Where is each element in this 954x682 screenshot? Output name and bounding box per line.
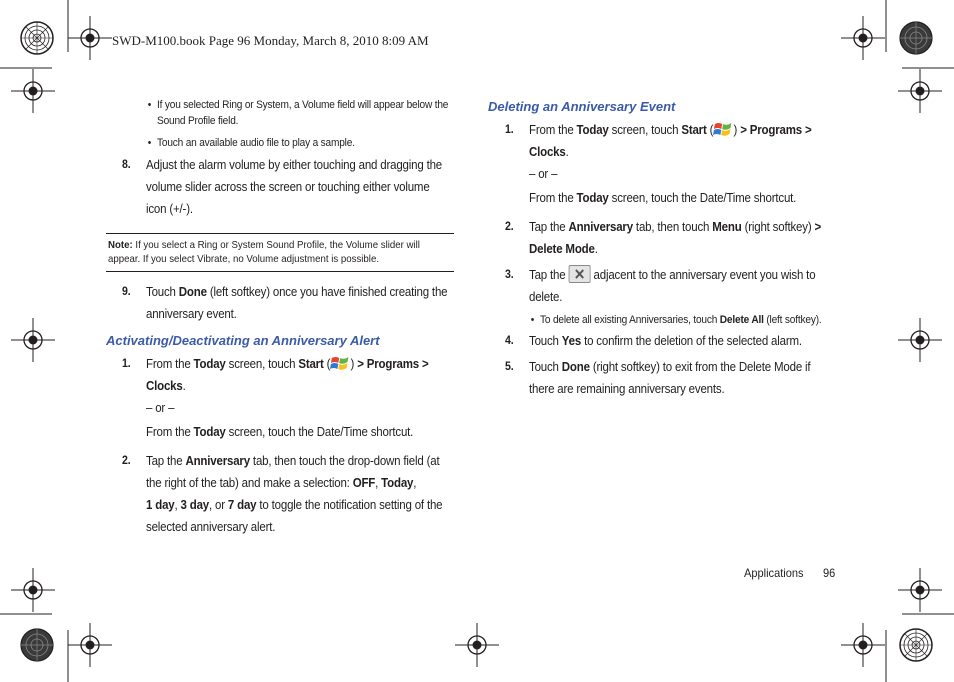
step-number: 2. [122, 455, 131, 467]
step-text: Touch Done (right softkey) to exit from the Delete Mode if there are remaining anniversary events. [529, 360, 811, 396]
note-rule-bottom [106, 271, 454, 272]
bullet-item: • To delete all existing Anniversaries, touch Delete All (left softkey). [540, 312, 853, 328]
step-number: 5. [505, 361, 514, 373]
step-text: Touch Done (left softkey) once you have finished creating the anniversary event. [146, 285, 448, 321]
step-text: Tap the Anniversary tab, then touch the drop-down field (at the right of the tab) and make a selection: OFF, Today, 1 day, 3 day, or 7 day to toggle the notification setting of the selected anniversary alert. [146, 454, 443, 534]
step-text: From the Today screen, touch the Date/Time shortcut. [529, 191, 797, 205]
step-number: 1. [505, 124, 514, 136]
step-text: Touch Yes to confirm the deletion of the selected alarm. [529, 334, 802, 348]
note-text: If you select a Ring or System Sound Profile, the Volume slider will appear. If you select Vibrate, no Volume adjustment is possible. [108, 239, 420, 265]
or-separator: – or – [529, 167, 558, 181]
print-header: SWD-M100.book Page 96 Monday, March 8, 2010 8:09 AM [112, 33, 429, 48]
note-label: Note: [108, 239, 133, 251]
page-number: 96 [823, 566, 836, 580]
bullet-item: • If you selected Ring or System, a Volume field will appear below the Sound Profile field. [157, 97, 461, 129]
step-number: 4. [505, 335, 514, 347]
or-separator: – or – [146, 401, 175, 415]
section-heading: Activating/Deactivating an Anniversary Alert [106, 333, 380, 348]
step-number: 3. [505, 269, 514, 281]
step-number: 2. [505, 221, 514, 233]
step-text: From the Today screen, touch Start ( ) > Programs > Clocks. [146, 353, 451, 397]
windows-start-icon [713, 120, 733, 138]
step-text: Adjust the alarm volume by either touching and dragging the volume slider across the screen or touching either volume icon (+/-). [146, 158, 443, 216]
step-number: 9. [122, 286, 131, 298]
windows-start-icon [330, 354, 350, 372]
footer-section: Applications [744, 566, 804, 580]
note-rule-top [106, 233, 454, 234]
step-text: From the Today screen, touch the Date/Time shortcut. [146, 425, 414, 439]
note-box [108, 238, 439, 266]
step-number: 1. [122, 358, 131, 370]
step-text: From the Today screen, touch Start ( ) > Programs > Clocks. [529, 119, 834, 163]
step-text: Tap the adjacent to the anniversary event you wish to delete. [529, 264, 838, 308]
bullet-item: • Touch an available audio file to play a sample. [157, 135, 461, 151]
step-number: 8. [122, 159, 131, 171]
step-text: Tap the Anniversary tab, then touch Menu (right softkey) > Delete Mode. [529, 220, 822, 256]
delete-x-icon [568, 265, 590, 283]
section-heading: Deleting an Anniversary Event [488, 99, 676, 114]
